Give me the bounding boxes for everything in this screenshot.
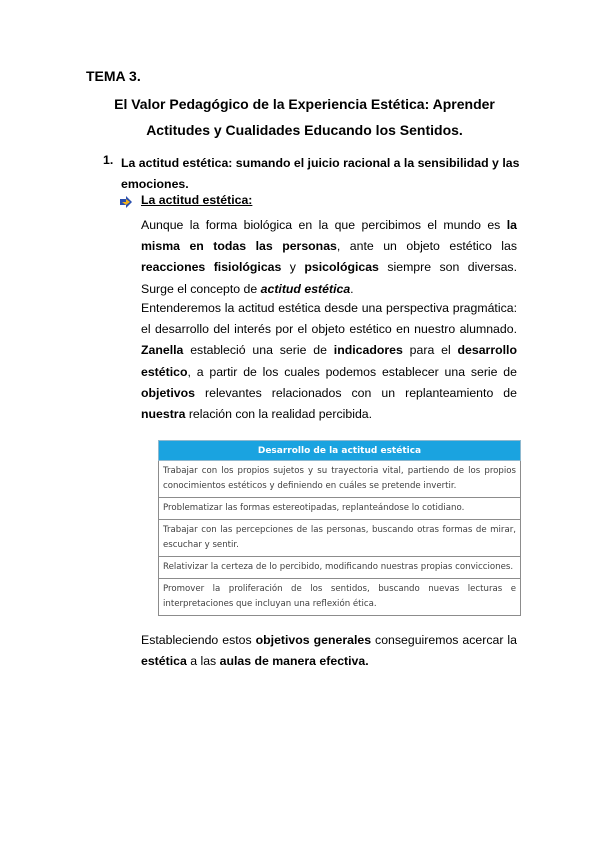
table-row: Relativizar la certeza de lo percibido, modificando nuestras propias convicciones. [159,557,521,579]
aesthetic-development-table [158,440,521,616]
subsection-heading: La actitud estética: [141,193,253,207]
table-row: Trabajar con las percepciones de las personas, buscando otras formas de mirar, escuchar y sentir. [159,520,521,557]
arrow-bullet-icon [120,196,138,210]
section-heading: La actitud estética: sumando el juicio racional a la sensibilidad y las emociones. [121,156,520,191]
document-title-line2: Actitudes y Cualidades Educando los Sentidos. [146,122,463,138]
table-header: Desarrollo de la actitud estética [159,441,521,461]
paragraph-conclusion: Estableciendo estos objetivos generales conseguiremos acercar la estética a las aulas de manera efectiva. [141,633,517,669]
paragraph-actitud: Aunque la forma biológica en la que percibimos el mundo es la misma en todas las personas, ante un objeto estético las reacciones fisiológicas y psicológicas siempre son diversas. Surge el concepto de actitud estética. [141,218,518,296]
topic-number: TEMA 3. [86,68,141,84]
section-number: 1. [103,153,114,167]
table-row: Promover la proliferación de los sentidos, buscando nuevas lecturas e interpretaciones que incluyan una reflexión ética. [159,579,521,616]
table-row: Trabajar con los propios sujetos y su trayectoria vital, partiendo de los propios conocimientos estéticos y definiendo en cuáles se pretende invertir. [159,461,521,498]
table-row: Problematizar las formas estereotipadas, replanteándose lo cotidiano. [159,498,521,520]
document-title-line1: El Valor Pedagógico de la Experiencia Estética: Aprender [114,96,495,112]
paragraph-zanella: Entenderemos la actitud estética desde una perspectiva pragmática: el desarrollo del interés por el objeto estético en nuestro alumnado. Zanella estableció una serie de indicadores para el desarrollo estético, a partir de los cuales podemos establecer una serie de objetivos relevantes relacionados con un replanteamiento de nuestra relación con la realidad percibida. [141,301,517,422]
